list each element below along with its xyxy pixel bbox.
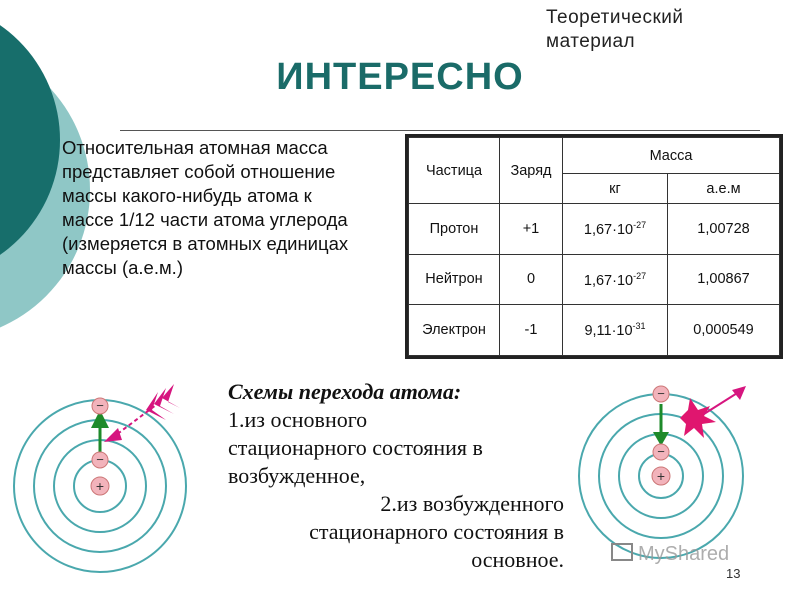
intro-line: массе 1/12 части атома углерода [62, 209, 348, 230]
page-title: ИНТЕРЕСНО [276, 56, 524, 98]
cell-charge: +1 [500, 204, 563, 255]
nucleus-label: + [656, 468, 666, 484]
corner-label-line2: материал [546, 31, 636, 52]
photon-burst [680, 398, 716, 438]
title-divider [120, 130, 760, 131]
intro-line: (измеряется в атомных единицах [62, 233, 349, 254]
electron-label: − [657, 386, 665, 401]
cell-charge: 0 [500, 254, 563, 305]
corner-label-line1: Теоретический [546, 7, 684, 28]
header-unit-amu: а.е.м [668, 174, 780, 204]
electron-label: − [96, 452, 104, 467]
cell-mass-kg [563, 204, 668, 255]
intro-text [62, 136, 422, 280]
page-number: 13 [726, 566, 741, 581]
transition-schemes [228, 378, 564, 574]
atom-diagram-emission [570, 380, 770, 560]
cell-mass-amu: 0,000549 [668, 305, 780, 356]
cell-mass-kg [563, 305, 668, 356]
table-row [409, 254, 780, 305]
cell-particle: Протон [409, 204, 500, 255]
cell-mass-amu: 1,00867 [668, 254, 780, 305]
intro-line: Относительная атомная масса [62, 137, 328, 158]
table-row [409, 204, 780, 255]
electron-label: − [657, 444, 665, 459]
table-row [409, 305, 780, 356]
mass-exponent: -27 [633, 219, 647, 230]
schemes-heading: Схемы перехода атома: [228, 379, 462, 404]
watermark-text: MyShared [638, 543, 730, 565]
scheme-1-line: стационарного состояния в [228, 435, 483, 460]
atom-diagram-excitation [0, 380, 230, 600]
intro-line: представляет собой отношение [62, 161, 336, 182]
header-unit-kg: кг [563, 174, 668, 204]
nucleus-label: + [95, 478, 105, 494]
header-particle: Частица [409, 138, 500, 204]
scheme-1-line: возбужденное, [228, 463, 366, 488]
cell-particle: Электрон [409, 305, 500, 356]
mass-base: 1,67·10 [583, 221, 634, 238]
scheme-1-line: 1.из основного [228, 407, 368, 432]
scheme-2-line: стационарного состояния в [309, 519, 564, 544]
cell-particle: Нейтрон [409, 254, 500, 305]
watermark-logo [610, 538, 760, 568]
intro-line: массы (а.е.м.) [62, 257, 183, 278]
electron-label: − [96, 398, 104, 413]
mass-base: 9,11·10 [584, 323, 633, 340]
watermark-icon [612, 544, 632, 560]
cell-mass-kg [563, 254, 668, 305]
mass-base: 1,67·10 [583, 272, 634, 289]
header-charge: Заряд [500, 138, 563, 204]
scheme-2-line: 2.из возбужденного [380, 491, 564, 516]
corner-label [546, 6, 766, 54]
scheme-2-line: основное. [471, 547, 564, 572]
table-header-row [409, 138, 780, 174]
intro-line: массы какого-нибудь атома к [62, 185, 312, 206]
mass-exponent: -27 [633, 270, 647, 281]
header-mass: Масса [563, 138, 780, 174]
particle-table [405, 134, 783, 359]
cell-mass-amu: 1,00728 [668, 204, 780, 255]
photon-arrow-head [732, 386, 746, 400]
mass-exponent: -31 [632, 321, 646, 332]
cell-charge: -1 [500, 305, 563, 356]
